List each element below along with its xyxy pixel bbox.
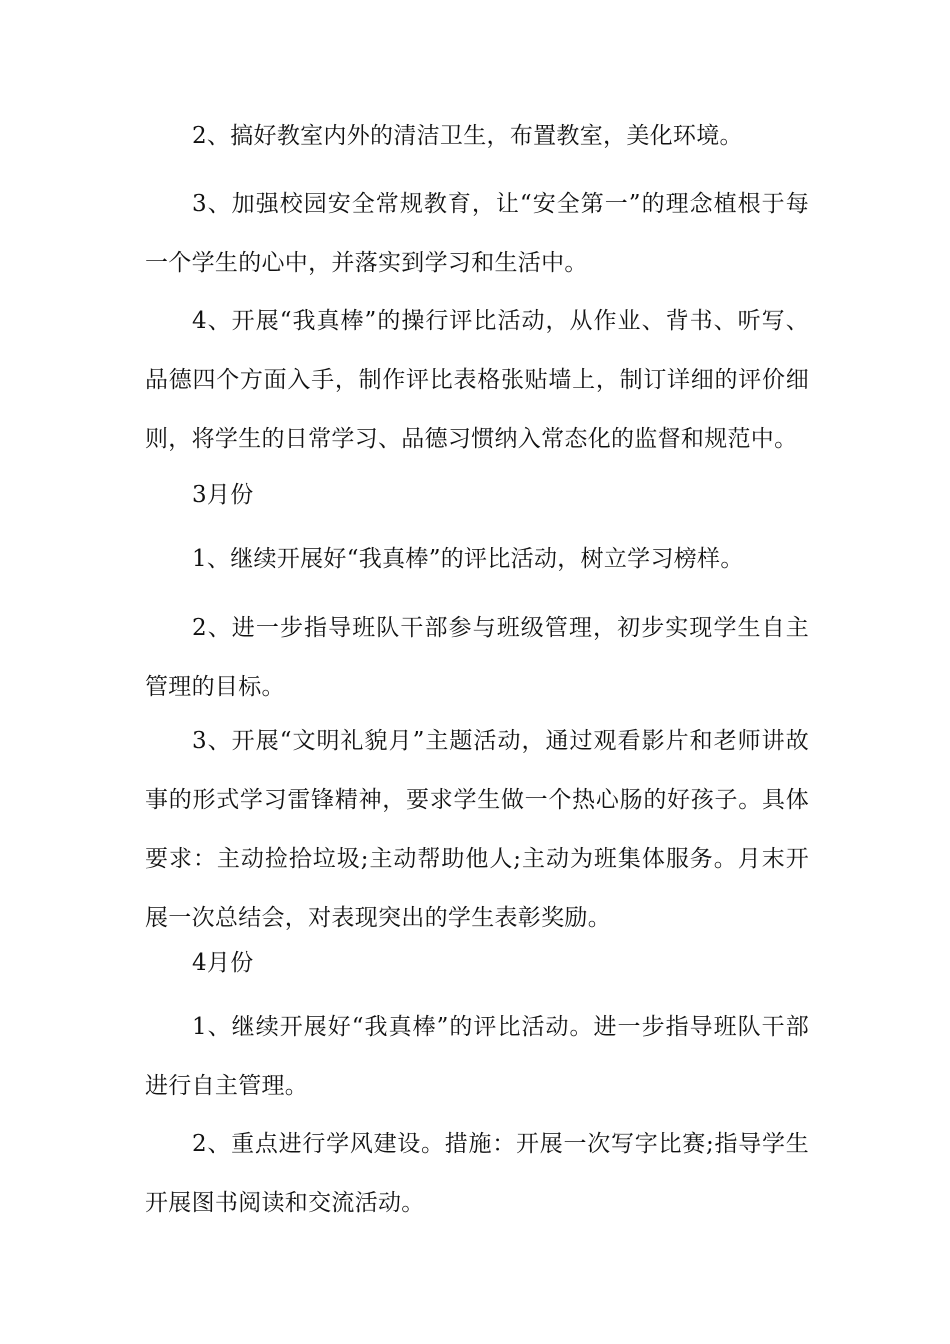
section-heading-march: 3月份	[192, 482, 254, 508]
paragraph-april-2: 2、重点进行学风建设。措施：开展一次写字比赛;指导学生开展图书阅读和交流活动。	[145, 1131, 809, 1216]
paragraph-march-3: 3、开展“文明礼貌月”主题活动，通过观看影片和老师讲故事的形式学习雷锋精神，要求学生做一个热心肠的好孩子。具体要求：主动捡拾垃圾;主动帮助他人;主动为班集体服务。月末开展一次总结会，对表现突出的学生表彰奖励。	[145, 728, 809, 931]
paragraph-april-1: 1、继续开展好“我真棒”的评比活动。进一步指导班队干部进行自主管理。	[145, 1014, 809, 1099]
paragraph-item-4-evaluation: 4、开展“我真棒”的操行评比活动，从作业、背书、听写、品德四个方面入手，制作评比表格张贴墙上，制订详细的评价细则，将学生的日常学习、品德习惯纳入常态化的监督和规范中。	[145, 308, 809, 452]
paragraph-march-2: 2、进一步指导班队干部参与班级管理，初步实现学生自主管理的目标。	[145, 615, 809, 700]
paragraph-march-1: 1、继续开展好“我真棒”的评比活动，树立学习榜样。	[192, 546, 744, 572]
paragraph-item-3-safety: 3、加强校园安全常规教育，让“安全第一”的理念植根于每一个学生的心中，并落实到学习和生活中。	[145, 191, 809, 276]
section-heading-april: 4月份	[192, 950, 254, 976]
paragraph-item-2-cleaning: 2、搞好教室内外的清洁卫生，布置教室，美化环境。	[192, 123, 743, 149]
